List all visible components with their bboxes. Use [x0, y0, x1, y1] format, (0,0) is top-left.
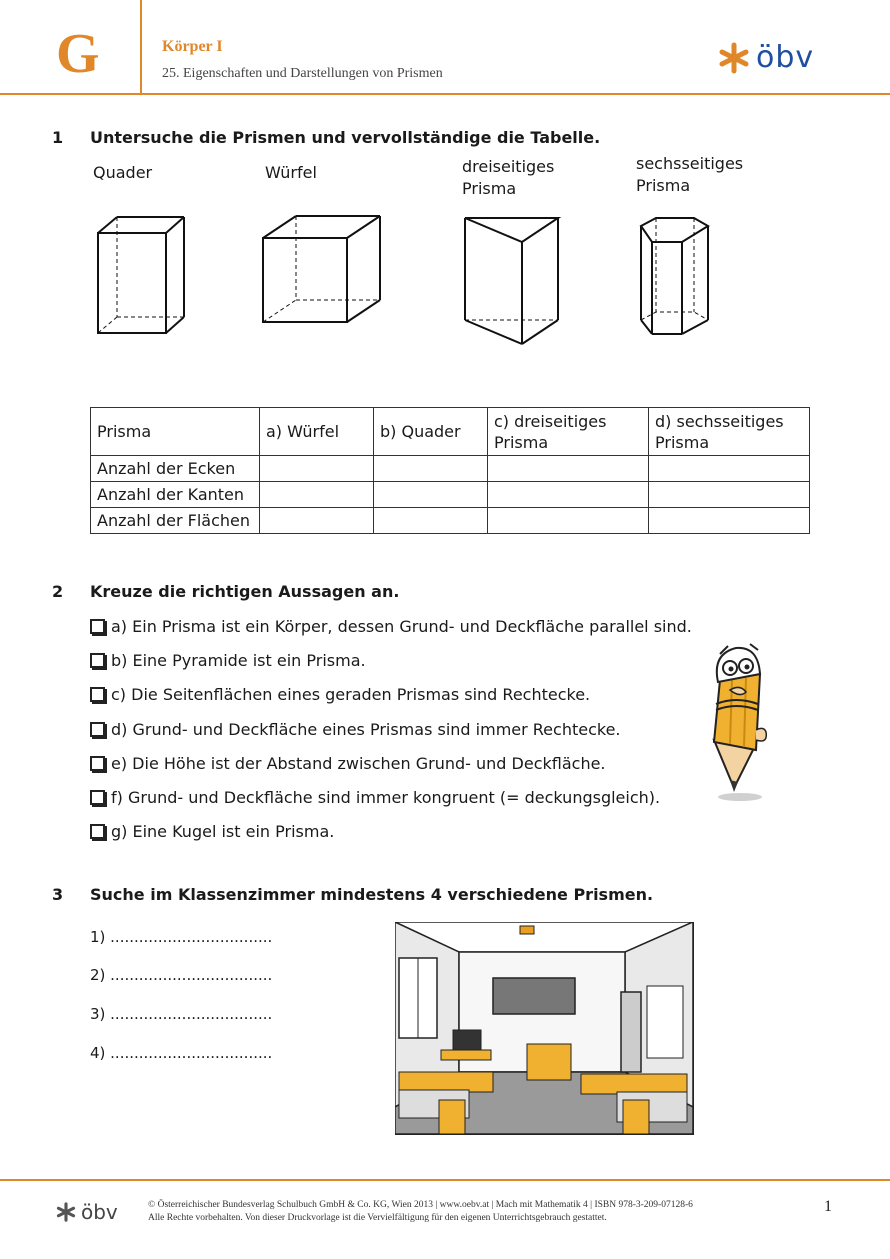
statement-a[interactable]: a) Ein Prisma ist ein Körper, dessen Grund- und Deckfläche parallel sind. — [90, 617, 692, 636]
checkbox[interactable] — [90, 790, 105, 805]
table-header-cell: Prisma — [91, 408, 260, 456]
answer-line-1[interactable]: 1) .................................. — [90, 928, 273, 946]
answer-line-4[interactable]: 4) .................................. — [90, 1044, 273, 1062]
classroom-illustration — [395, 922, 695, 1137]
chapter-letter: G — [56, 23, 100, 85]
task-1-number: 1 — [52, 128, 64, 147]
quader-drawing — [90, 210, 190, 340]
copyright-line-1: © Österreichischer Bundesverlag Schulbuch GmbH & Co. KG, Wien 2013 | www.oebv.at | Mach mit Mathematik 4 | ISBN 978-3-209-07128-6 — [148, 1200, 693, 1210]
answer-cell[interactable] — [374, 508, 488, 534]
row-label: Anzahl der Flächen — [91, 508, 260, 534]
label-wuerfel: Würfel — [265, 163, 317, 182]
checkbox[interactable] — [90, 653, 105, 668]
checkbox[interactable] — [90, 687, 105, 702]
label-sechsseitiges-prisma: sechsseitiges Prisma — [636, 154, 744, 195]
answer-line-2[interactable]: 2) .................................. — [90, 966, 273, 984]
table-row — [91, 456, 810, 482]
answer-cell[interactable] — [649, 482, 810, 508]
answer-cell[interactable] — [649, 456, 810, 482]
answer-cell[interactable] — [488, 456, 649, 482]
star-logo-icon — [718, 42, 750, 74]
wuerfel-drawing — [258, 210, 388, 330]
task-1-title: Untersuche die Prismen und vervollständige die Tabelle. — [90, 128, 601, 147]
task-2-title: Kreuze die richtigen Aussagen an. — [90, 582, 400, 601]
task-3-number: 3 — [52, 885, 64, 904]
answer-cell[interactable] — [260, 482, 374, 508]
header-divider-horizontal — [0, 93, 890, 95]
answer-cell[interactable] — [260, 508, 374, 534]
copyright-line-2: Alle Rechte vorbehalten. Von dieser Druckvorlage ist die Vervielfältigung für den eigenen Unterrichtsgebrauch gestattet. — [148, 1213, 607, 1223]
logo-text: öbv — [756, 40, 815, 75]
footer-logo — [56, 1200, 118, 1224]
label-dreiseitiges-prisma: dreiseitiges Prisma — [462, 157, 555, 198]
statement-f[interactable]: f) Grund- und Deckfläche sind immer kongruent (= deckungsgleich). — [90, 788, 660, 807]
chapter-subtitle: 25. Eigenschaften und Darstellungen von Prismen — [162, 66, 443, 81]
page-number: 1 — [824, 1198, 832, 1215]
table-row — [91, 482, 810, 508]
answer-cell[interactable] — [260, 456, 374, 482]
answer-cell[interactable] — [649, 508, 810, 534]
dreiseitiges-prisma-drawing — [460, 212, 565, 352]
row-label: Anzahl der Ecken — [91, 456, 260, 482]
sechsseitiges-prisma-drawing — [636, 212, 716, 337]
table-header-row — [91, 408, 810, 456]
checkbox[interactable] — [90, 756, 105, 771]
answer-cell[interactable] — [374, 482, 488, 508]
prism-table — [90, 407, 810, 534]
table-header-cell: a) Würfel — [260, 408, 374, 456]
answer-cell[interactable] — [488, 482, 649, 508]
answer-line-3[interactable]: 3) .................................. — [90, 1005, 273, 1023]
task-3-title: Suche im Klassenzimmer mindestens 4 verschiedene Prismen. — [90, 885, 654, 904]
checkbox[interactable] — [90, 619, 105, 634]
statement-g[interactable]: g) Eine Kugel ist ein Prisma. — [90, 822, 334, 841]
footer-divider — [0, 1179, 890, 1181]
star-logo-icon — [56, 1202, 76, 1222]
answer-cell[interactable] — [374, 456, 488, 482]
table-header-cell: c) dreiseitiges Prisma — [488, 408, 649, 456]
table-row — [91, 508, 810, 534]
task-2-number: 2 — [52, 582, 64, 601]
row-label: Anzahl der Kanten — [91, 482, 260, 508]
checkbox[interactable] — [90, 824, 105, 839]
statement-b[interactable]: b) Eine Pyramide ist ein Prisma. — [90, 651, 366, 670]
pencil-mascot-illustration — [700, 640, 780, 805]
answer-cell[interactable] — [488, 508, 649, 534]
header-divider-vertical — [140, 0, 142, 95]
footer-logo-text: öbv — [81, 1200, 118, 1224]
statement-d[interactable]: d) Grund- und Deckfläche eines Prismas sind immer Rechtecke. — [90, 720, 621, 739]
label-quader: Quader — [93, 163, 153, 182]
chapter-title: Körper I — [162, 38, 223, 55]
table-header-cell: b) Quader — [374, 408, 488, 456]
statement-c[interactable]: c) Die Seitenflächen eines geraden Prismas sind Rechtecke. — [90, 685, 590, 704]
statement-e[interactable]: e) Die Höhe ist der Abstand zwischen Grund- und Deckfläche. — [90, 754, 606, 773]
table-header-cell: d) sechsseitiges Prisma — [649, 408, 810, 456]
publisher-logo — [718, 40, 814, 75]
checkbox[interactable] — [90, 722, 105, 737]
